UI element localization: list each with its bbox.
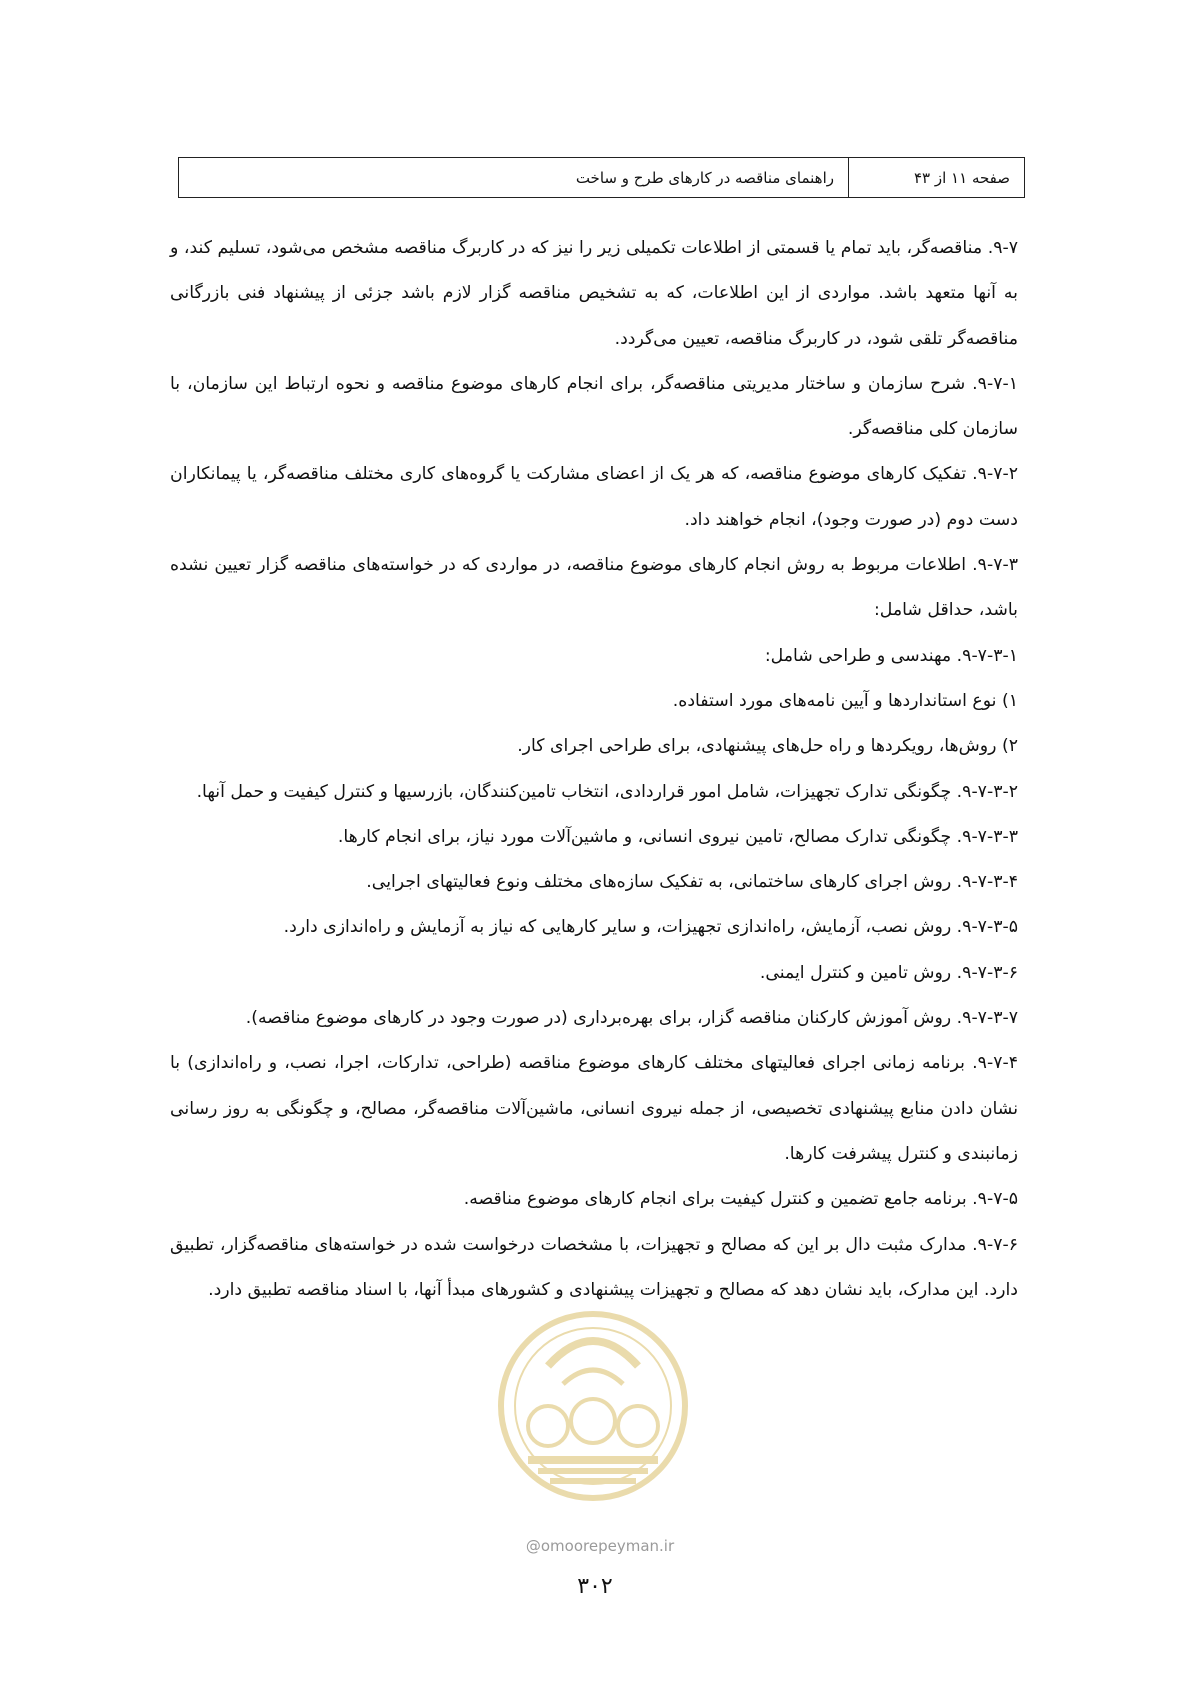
paragraph-9-7-3-2: ۹-۷-۳-۲. چگونگی تدارک تجهیزات، شامل امور قراردادی، انتخاب تامین‌کنندگان، بازرسیها و کنترل کیفیت و حمل آنها. xyxy=(196,781,1018,802)
paragraph-9-7-3-1: ۹-۷-۳-۱. مهندسی و طراحی شامل: xyxy=(764,645,1018,666)
watermark-site-text: @omoorepeyman.ir xyxy=(525,1537,675,1555)
paragraph-9-7-3-4: ۹-۷-۳-۴. روش اجرای کارهای ساختمانی، به تفکیک سازه‌های مختلف ونوع فعالیتهای اجرایی. xyxy=(366,872,1018,893)
paragraph-9-7-3-3: ۹-۷-۳-۳. چگونگی تدارک مصالح، تامین نیروی انسانی، و ماشین‌آلات مورد نیاز، برای انجام کارها. xyxy=(337,826,1018,847)
paragraph-9-7-5: ۹-۷-۵. برنامه جامع تضمین و کنترل کیفیت برای انجام کارهای موضوع مناقصه. xyxy=(463,1189,1018,1210)
paragraph-9-7-1: ۹-۷-۱. شرح سازمان و ساختار مدیریتی مناقصه‌گر، برای انجام کارهای موضوع مناقصه و نحوه ارتباط این سازمان، با سازمان کلی مناقصه‌گر. xyxy=(170,373,1018,440)
list-item-2: ۲) روش‌ها، رویکردها و راه حل‌های پیشنهادی، برای طراحی اجرای کار. xyxy=(517,736,1018,757)
paragraph-9-7-6: ۹-۷-۶. مدارک مثبت دال بر این که مصالح و تجهیزات، با مشخصات درخواست شده در خواسته‌های مناقصه‌گزار، تطبیق دارد. این مدارک، باید نشان دهد که مصالح و تجهیزات پیشنهادی و کشورهای مبدأ آنها، با اسناد مناقصه تطبیق دارد. xyxy=(170,1234,1018,1300)
page-number: ۳۰۲ xyxy=(577,1574,613,1599)
paragraph-9-7-3: ۹-۷-۳. اطلاعات مربوط به روش انجام کارهای موضوع مناقصه، در مواردی که در خواسته‌های مناقصه گزار تعیین نشده باشد، حداقل شامل: xyxy=(170,555,1018,621)
paragraph-9-7: ۹-۷. مناقصه‌گر، باید تمام یا قسمتی از اطلاعات تکمیلی زیر را نیز که در کاربرگ مناقصه مشخص می‌شود، تسلیم کند، و به آنها متعهد باشد. مواردی از این اطلاعات، که به تشخیص مناقصه گزار لازم باشد جزئی از پیشنهاد فنی بازرگانی مناقصه‌گر تلقی شود، در کاربرگ مناقصه، تعیین می‌گردد. xyxy=(170,238,1018,349)
header-page-label: صفحه ۱۱ از ۴۳ xyxy=(848,158,1024,197)
paragraph-9-7-3-7: ۹-۷-۳-۷. روش آموزش کارکنان مناقصه گزار، برای بهره‌برداری (در صورت وجود در کارهای موضوع مناقصه). xyxy=(245,1008,1018,1029)
paragraph-9-7-3-6: ۹-۷-۳-۶. روش تامین و کنترل ایمنی. xyxy=(759,962,1018,983)
watermark-logo-icon xyxy=(488,1296,698,1526)
document-body xyxy=(170,226,1018,1313)
list-item-1: ۱) نوع استانداردها و آیین نامه‌های مورد استفاده. xyxy=(672,690,1018,711)
paragraph-9-7-4: ۹-۷-۴. برنامه زمانی اجرای فعالیتهای مختلف کارهای موضوع مناقصه (طراحی، تدارکات، اجرا، نصب، و راه‌اندازی) با نشان دادن منابع پیشنهادی تخصیصی، از جمله نیروی انسانی، ماشین‌آلات مناقصه‌گر، مصالح، و چگونگی به روز رسانی زمانبندی و کنترل پیشرفت کارها. xyxy=(170,1053,1018,1164)
paragraph-9-7-3-5: ۹-۷-۳-۵. روش نصب، آزمایش، راه‌اندازی تجهیزات، و سایر کارهایی که نیاز به آزمایش و راه‌اندازی دارد. xyxy=(283,917,1018,938)
page-header xyxy=(178,157,1025,198)
header-doc-title: راهنمای مناقصه در کارهای طرح و ساخت xyxy=(575,168,834,187)
paragraph-9-7-2: ۹-۷-۲. تفکیک کارهای موضوع مناقصه، که هر یک از اعضای مشارکت یا گروه‌های کاری مختلف مناقصه‌گر، یا پیمانکاران دست دوم (در صورت وجود)، انجام خواهند داد. xyxy=(170,464,1018,530)
